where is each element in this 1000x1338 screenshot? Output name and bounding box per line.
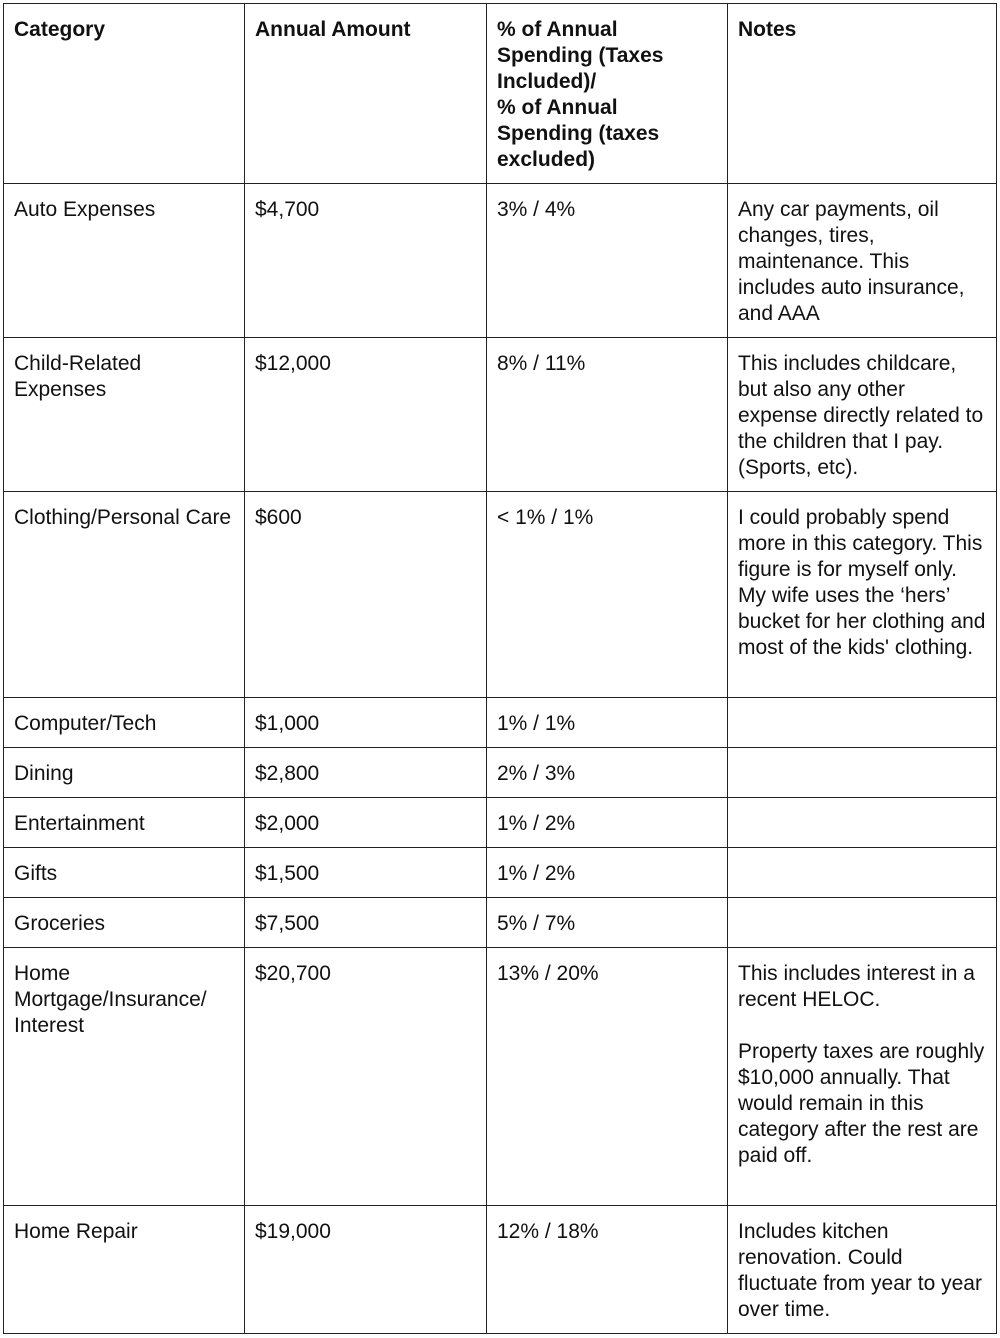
header-notes: Notes bbox=[728, 4, 997, 184]
category-cell: Computer/Tech bbox=[4, 698, 245, 748]
header-percent-included: % of Annual Spending (Taxes Included)/ bbox=[497, 18, 664, 93]
notes-cell bbox=[728, 898, 997, 948]
notes-cell bbox=[728, 184, 997, 338]
amount-cell: $12,000 bbox=[245, 338, 487, 492]
percent-cell: 13% / 20% bbox=[487, 948, 728, 1206]
header-percent-excluded: % of Annual Spending (taxes excluded) bbox=[497, 96, 660, 171]
header-percent bbox=[487, 4, 728, 184]
header-annual-amount: Annual Amount bbox=[245, 4, 487, 184]
notes-paragraph: Property taxes are roughly $10,000 annually. That would remain in this category after the rest are paid off. bbox=[738, 1040, 985, 1167]
amount-cell: $7,500 bbox=[245, 898, 487, 948]
notes-cell bbox=[728, 492, 997, 698]
amount-cell: $4,700 bbox=[245, 184, 487, 338]
notes-cell bbox=[728, 698, 997, 748]
percent-cell: < 1% / 1% bbox=[487, 492, 728, 698]
percent-cell: 3% / 4% bbox=[487, 184, 728, 338]
header-category: Category bbox=[4, 4, 245, 184]
percent-cell: 12% / 18% bbox=[487, 1206, 728, 1334]
table-row bbox=[4, 848, 997, 898]
notes-paragraph: Any car payments, oil changes, tires, maintenance. This includes auto insurance, and AAA bbox=[738, 198, 965, 325]
table-header bbox=[4, 4, 997, 184]
table-row bbox=[4, 898, 997, 948]
percent-cell: 5% / 7% bbox=[487, 898, 728, 948]
percent-cell: 2% / 3% bbox=[487, 748, 728, 798]
budget-table bbox=[3, 3, 997, 1334]
table-row bbox=[4, 798, 997, 848]
amount-cell: $19,000 bbox=[245, 1206, 487, 1334]
table-row bbox=[4, 698, 997, 748]
amount-cell: $1,000 bbox=[245, 698, 487, 748]
notes-paragraph: This includes interest in a recent HELOC. bbox=[738, 962, 975, 1011]
category-cell: Home Mortgage/Insurance/ Interest bbox=[4, 948, 245, 1206]
category-cell: Groceries bbox=[4, 898, 245, 948]
percent-cell: 1% / 1% bbox=[487, 698, 728, 748]
header-row bbox=[4, 4, 997, 184]
percent-cell: 1% / 2% bbox=[487, 848, 728, 898]
category-cell: Child-Related Expenses bbox=[4, 338, 245, 492]
category-cell: Auto Expenses bbox=[4, 184, 245, 338]
category-cell: Clothing/Personal Care bbox=[4, 492, 245, 698]
table-row bbox=[4, 748, 997, 798]
amount-cell: $2,800 bbox=[245, 748, 487, 798]
category-cell: Home Repair bbox=[4, 1206, 245, 1334]
notes-cell bbox=[728, 748, 997, 798]
percent-cell: 1% / 2% bbox=[487, 798, 728, 848]
amount-cell: $2,000 bbox=[245, 798, 487, 848]
notes-paragraph: Includes kitchen renovation. Could fluctuate from year to year over time. bbox=[738, 1220, 982, 1321]
notes-cell bbox=[728, 848, 997, 898]
notes-cell bbox=[728, 948, 997, 1206]
notes-paragraph: This includes childcare, but also any other expense directly related to the children that I pay. (Sports, etc). bbox=[738, 352, 984, 479]
table-row bbox=[4, 1206, 997, 1334]
table-row bbox=[4, 948, 997, 1206]
category-cell: Dining bbox=[4, 748, 245, 798]
percent-cell: 8% / 11% bbox=[487, 338, 728, 492]
category-cell: Entertainment bbox=[4, 798, 245, 848]
amount-cell: $20,700 bbox=[245, 948, 487, 1206]
notes-cell bbox=[728, 1206, 997, 1334]
table-row bbox=[4, 338, 997, 492]
amount-cell: $600 bbox=[245, 492, 487, 698]
table-row bbox=[4, 184, 997, 338]
amount-cell: $1,500 bbox=[245, 848, 487, 898]
notes-cell bbox=[728, 338, 997, 492]
table-row bbox=[4, 492, 997, 698]
category-cell: Gifts bbox=[4, 848, 245, 898]
notes-cell bbox=[728, 798, 997, 848]
notes-paragraph: I could probably spend more in this category. This figure is for myself only. My wife uses the ‘hers’ bucket for her clothing and most of the kids' clothing. bbox=[738, 506, 986, 659]
table-body bbox=[4, 184, 997, 1334]
